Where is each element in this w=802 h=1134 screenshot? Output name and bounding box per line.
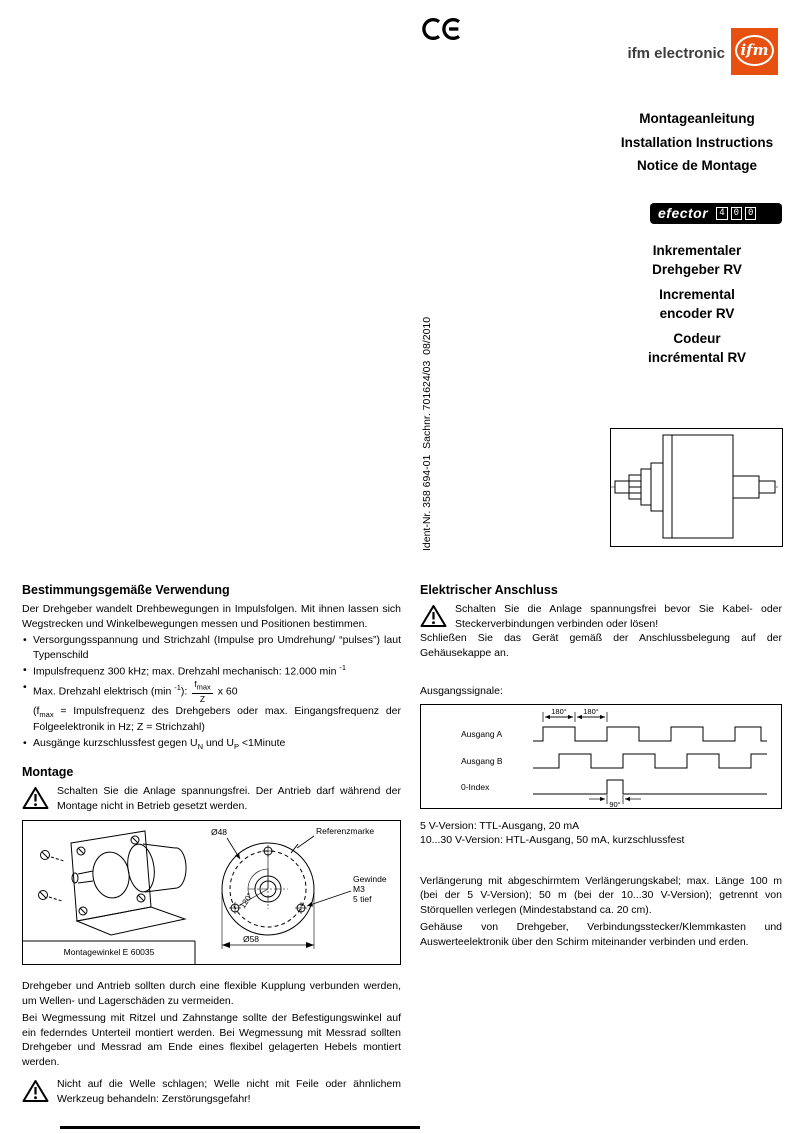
bottom-divider [60, 1126, 420, 1129]
product-title-fr [612, 329, 782, 367]
fraction-denominator: Z [199, 693, 206, 704]
signal-label-b: Ausgang B [461, 755, 503, 766]
bullet-speed-text3: x 60 [214, 685, 238, 698]
product-figure [610, 428, 783, 547]
bullet-outputs-text3: <1Minute [238, 736, 286, 749]
signal-label-a: Ausgang A [461, 728, 503, 739]
ce-mark-icon [421, 17, 465, 41]
brand-text: ifm electronic [627, 45, 725, 62]
intro-paragraph: Der Drehgeber wandelt Drehbewegungen in Impulsfolgen. Mit ihnen lassen sich Wegstrecken und Winkelbewegungen messen und Positionen bestimmen. [22, 603, 401, 630]
version-10-30v-line: 10...30 V-Version: HTL-Ausgang, 50 mA, kurzschlussfest [420, 834, 685, 847]
angle-120-label: 120° [238, 891, 255, 911]
bracket-sketch [39, 831, 187, 935]
product-en-line2: encoder RV [659, 306, 735, 321]
section-heading-montage: Montage [22, 765, 74, 780]
output-signals-label: Ausgangssignale: [420, 685, 503, 698]
fraction-numerator [192, 680, 213, 694]
bullet-speed-line2a: (f [33, 704, 40, 717]
efector-digit-0a: 0 [731, 207, 742, 220]
product-de-line2: Drehgeber RV [652, 262, 742, 277]
version-5v-line: 5 V-Version: TTL-Ausgang, 20 mA [420, 819, 580, 832]
section-heading-anschluss: Elektrischer Anschluss [420, 583, 558, 597]
connect-paragraph: Schließen Sie das Gerät gemäß der Anschlussbelegung auf der Gehäusekappe an. [420, 632, 782, 659]
left-column [22, 582, 401, 1106]
product-title-de [612, 241, 782, 279]
subscript-max: max [39, 709, 54, 719]
signal-waveforms [421, 705, 781, 808]
bullet-outputs-text2: und U [203, 736, 234, 749]
measurement-paragraph: Bei Wegmessung mit Ritzel und Zahnstange sollte der Befestigungswinkel auf ein federndes Unterteil montiert werden. Bei Wegmessung mit Messrad sollten Drehgeber und Messrad am Ende eines flexibel gelagerten Hebels montiert werden. [22, 1012, 401, 1068]
mounting-figure [22, 820, 401, 965]
extension-paragraph: Verlängerung mit abgeschirmtem Verlängerungskabel; max. Länge 100 m (bei der 5 V-Version); 50 m (bei der 10...30 V-Version); getrennt von Störquellen verlegen (Mindestabstand ca. 20 cm). [420, 874, 782, 916]
bullet-supply-text: Versorgungsspannung und Strichzahl (Impulse pro Umdrehung/ “pulses”) laut Typenschild [33, 634, 401, 661]
product-fr-line1: Codeur [673, 331, 721, 346]
section-heading-verwendung: Bestimmungsgemäße Verwendung [22, 583, 230, 597]
document-titles [602, 107, 792, 178]
gewinde-label-line2: M3 [353, 884, 365, 895]
bullet-outputs [22, 736, 401, 752]
bullet-frequency-text: Impulsfrequenz 300 kHz; max. Drehzahl mechanisch: 12.000 min [33, 665, 340, 678]
bullet-speed [22, 680, 401, 734]
dim-180-first: 180° [551, 706, 567, 716]
product-en-line1: Incremental [659, 287, 735, 302]
signal-label-0index: 0-Index [461, 781, 490, 792]
efector-digit-4: 4 [716, 207, 727, 220]
gewinde-label-line1: Gewinde [353, 874, 387, 885]
warning-electrical-text: Schalten Sie die Anlage spannungsfrei bevor Sie Kabel- oder Steckerverbindungen verbinden oder lösen! [455, 603, 782, 630]
fmax-over-z-fraction [192, 680, 213, 703]
front-view [222, 843, 314, 935]
warning-icon [22, 786, 49, 810]
warning-montage [22, 784, 401, 813]
warning-shaft [22, 1077, 401, 1106]
mounting-drawing [23, 821, 400, 964]
warning-icon [420, 604, 447, 628]
mount-caption: Montagewinkel E 60035 [63, 947, 155, 958]
warning-icon [22, 1079, 49, 1103]
waveform-a [533, 727, 767, 741]
dim-dia58-label: Ø58 [242, 934, 260, 945]
title-en: Installation Instructions [620, 134, 774, 150]
dim-180-second: 180° [583, 706, 599, 716]
subscript-p: P [233, 741, 239, 751]
dim-90-label: 90° [609, 799, 621, 808]
bullet-speed-line2b: = Impulsfrequenz des Drehgebers oder max. Eingangsfrequenz der Folgeelektronik in Hz; Z = Strichzahl) [33, 704, 401, 734]
bullet-speed-text2: ): [180, 685, 191, 698]
superscript-minus1: -1 [339, 663, 347, 673]
fraction-f: f [194, 679, 197, 690]
bullet-frequency [22, 663, 401, 679]
bullet-outputs-text1: Ausgänge kurzschlussfest gegen U [33, 736, 198, 749]
waveform-b [533, 754, 767, 768]
ifm-logo [731, 28, 778, 75]
right-column [420, 582, 782, 949]
product-titles [612, 241, 782, 373]
efector-wordmark: efector [658, 204, 709, 221]
subscript-n: N [197, 741, 204, 751]
encoder-drawing [611, 429, 780, 544]
title-de: Montageanleitung [639, 111, 755, 126]
subscript-max: max [196, 682, 211, 692]
bullet-speed-text1: Max. Drehzahl elektrisch (min [33, 685, 175, 698]
waveform-0index [533, 780, 767, 794]
referenzmarke-label: Referenzmarke [316, 826, 375, 837]
bullet-supply [22, 633, 401, 662]
product-fr-line2: incrémental RV [647, 350, 747, 365]
ident-number-vertical: Ident-Nr. 358 694-01 Sachnr. 701624/03 08/2010 [421, 316, 433, 551]
bullet-list [22, 633, 401, 752]
product-title-en [612, 285, 782, 323]
ifm-logo-text: ifm [740, 41, 769, 59]
front-view-dimensions [211, 826, 387, 949]
warning-electrical [420, 602, 782, 631]
dim-dia48-label: Ø48 [210, 827, 228, 838]
product-de-line1: Inkrementaler [652, 243, 742, 258]
efector-logo [650, 203, 782, 224]
warning-montage-text: Schalten Sie die Anlage spannungsfrei. Der Antrieb darf während der Montage nicht in Betrieb gesetzt werden. [57, 785, 401, 812]
signal-diagram [420, 704, 782, 809]
superscript-minus1: -1 [174, 683, 181, 693]
ifm-logo-ring [735, 35, 774, 66]
coupling-paragraph: Drehgeber und Antrieb sollten durch eine flexible Kupplung verbunden werden, um Wellen- und Lagerschäden zu vermeiden. [22, 980, 401, 1007]
warning-shaft-text: Nicht auf die Welle schlagen; Welle nicht mit Feile oder ähnlichem Werkzeug behandeln: Zerstörungsgefahr! [57, 1078, 401, 1105]
gewinde-label-line3: 5 tief [353, 894, 372, 905]
efector-digit-0b: 0 [745, 207, 756, 220]
title-fr: Notice de Montage [636, 158, 757, 173]
grounding-paragraph: Gehäuse von Drehgeber, Verbindungsstecker/Klemmkasten und Auswerteelektronik über den Schirm miteinander verbinden und erden. [420, 921, 782, 948]
